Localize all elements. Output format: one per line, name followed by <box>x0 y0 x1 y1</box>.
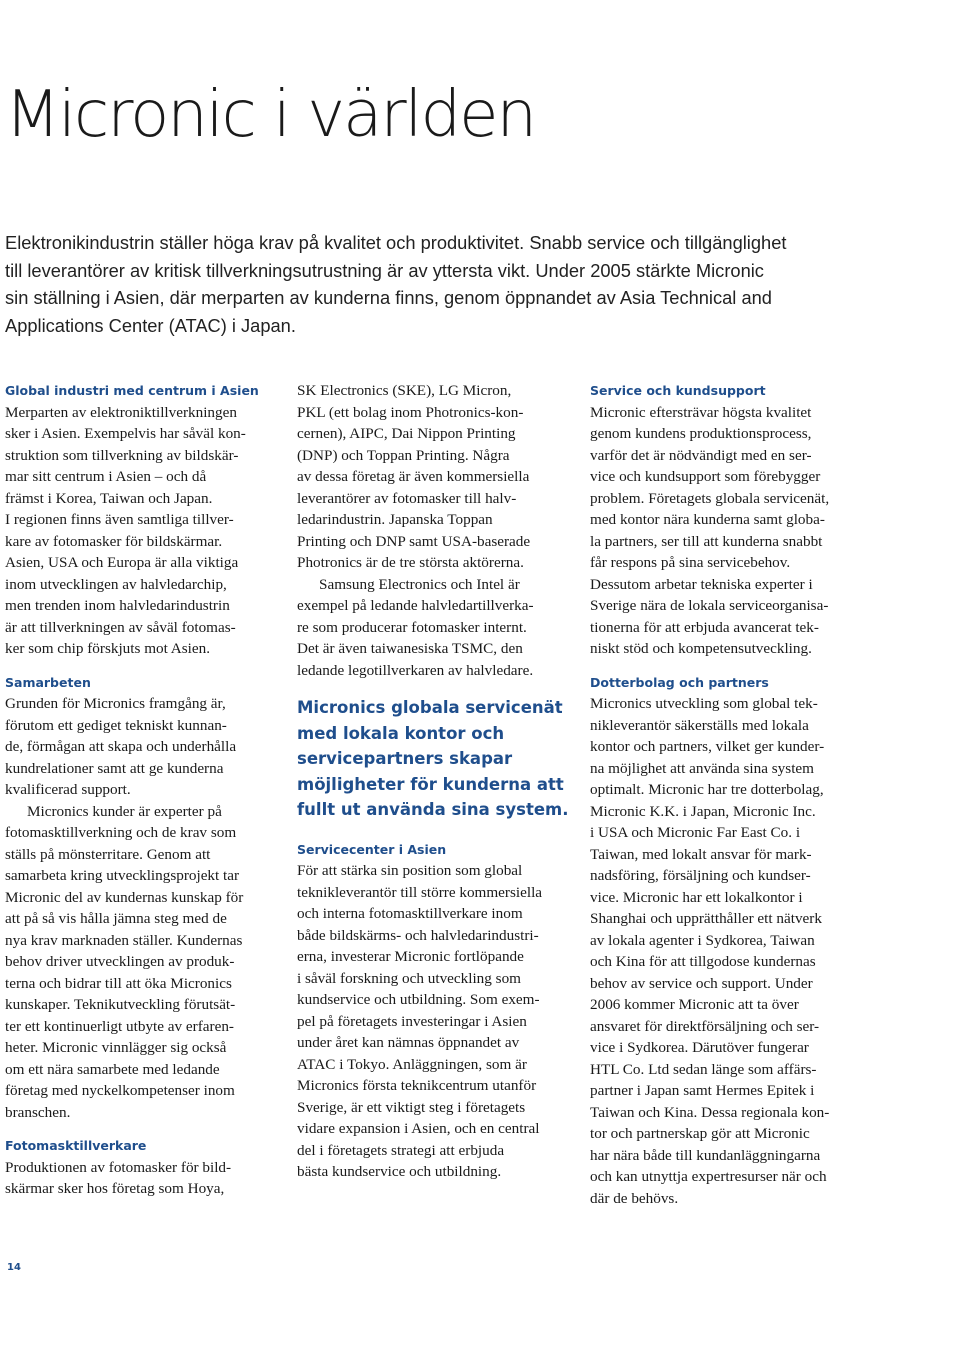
section-heading-samarbeten: Samarbeten <box>5 674 91 690</box>
text-line: exempel på ledande halvledartillverka- <box>297 597 534 614</box>
text-line: kare av fotomasker för bildskärmar. <box>5 532 223 550</box>
text-line: fotomasktillverkning och de krav som <box>5 824 237 841</box>
section-heading-servicecenter: Servicecenter i Asien <box>297 841 447 857</box>
text-line: men trenden inom halvledarindustrin <box>5 597 230 614</box>
lead-line: till leverantörer av kritisk tillverkningsutrustning är av yttersta vikt. Under 2005 stärkte Micronic <box>5 259 764 281</box>
pull-quote-line: möjligheter för kunderna att <box>297 774 564 794</box>
continued-text-1 <box>297 380 567 574</box>
text-line: i USA och Micronic Far East Co. i <box>590 824 801 841</box>
text-line: ledande legotillverkaren av halvledare. <box>297 661 534 679</box>
text-line: 2006 kommer Micronic att ta över <box>590 996 799 1013</box>
lead-line: Applications Center (ATAC) i Japan. <box>5 314 296 336</box>
text-line: under året kan nämnas öppnandet av <box>297 1034 520 1051</box>
kundsupport-text-2 <box>590 574 860 660</box>
lead-line: Elektronikindustrin ställer höga krav på kvalitet och produktivitet. Snabb service och tillgänglighet <box>5 232 787 253</box>
text-line: tionerna för att erbjuda avancerat tek- <box>590 618 819 636</box>
text-line: genom kundens produktionsprocess, <box>590 425 812 442</box>
text-line: Dessutom arbetar tekniska experter i <box>590 575 813 593</box>
text-line: ansvaret för direktförsäljning och ser- <box>590 1017 820 1035</box>
text-line: I regionen finns även samtliga tillver- <box>5 511 234 528</box>
text-line: är att tillverkningen av såväl fotomas- <box>5 618 236 636</box>
text-line: la partners, ser till att kunderna snabbt <box>590 532 823 550</box>
lead-paragraph <box>5 229 955 339</box>
text-line: HTL Co. Ltd sedan länge som affärs- <box>590 1060 817 1078</box>
text-line: varför det är nödvändigt med en ser- <box>590 446 812 464</box>
text-line: För att stärka sin position som global <box>297 862 523 879</box>
text-line: vice i Sydkorea. Därutöver fungerar <box>590 1039 809 1056</box>
text-line: vidare expansion i Asien, och en central <box>297 1120 540 1137</box>
text-line: Shanghai och upprätthåller ett nätverk <box>590 910 822 927</box>
text-line: Sverige, är ett viktigt steg i företagets <box>297 1098 526 1116</box>
text-line: vice och kundsupport som förebygger <box>590 468 821 485</box>
text-line: pel på företagets investeringar i Asien <box>297 1012 527 1030</box>
lead-line: sin ställning i Asien, där merparten av kunderna finns, genom öppnandet av Asia Technical and <box>5 287 772 308</box>
text-line: terna och bidrar till att öka Micronics <box>5 974 232 992</box>
text-line: både bildskärms- och halvledarindustri- <box>297 926 539 944</box>
dotterbolag-text <box>590 693 860 1209</box>
text-line: kunskaper. Teknikutveckling förutsät- <box>5 996 236 1013</box>
pull-quote-line: fullt ut använda sina system. <box>297 800 569 819</box>
text-line: problem. Företagets globala servicenät, <box>590 489 830 507</box>
text-line: Printing och DNP samt USA-baserade <box>297 532 531 550</box>
text-line: Micronic K.K. i Japan, Micronic Inc. <box>590 802 816 820</box>
text-line: av dessa företag är även kommersiella <box>297 468 530 485</box>
page-title: Micronic i världen <box>5 78 535 152</box>
text-line: Taiwan och Kina. Dessa regionala kon- <box>590 1103 830 1121</box>
text-line: Det är även taiwanesiska TSMC, den <box>297 640 523 657</box>
text-line: inom utvecklingen av halvledarchip, <box>5 575 227 593</box>
text-line: struktion som tillverkning av bildskär- <box>5 446 239 464</box>
samarbeten-text-2 <box>5 801 275 1124</box>
samarbeten-text-1 <box>5 693 275 801</box>
text-line: ställs på mönsterritare. Genom att <box>5 845 211 863</box>
text-line: ledarindustrin. Japanska Toppan <box>297 511 493 528</box>
text-line: nya krav marknaden ställer. Kundernas <box>5 931 243 949</box>
text-line: Micronics kunder är experter på <box>27 802 222 820</box>
page-number: 14 <box>7 1262 21 1273</box>
text-line: heter. Micronic vinnlägger sig också <box>5 1039 227 1056</box>
text-line: Asien, USA och Europa är alla viktiga <box>5 554 239 571</box>
text-line: och Kina för att tillgodose kundernas <box>590 953 816 970</box>
text-line: skärmar sker hos företag som Hoya, <box>5 1180 225 1197</box>
text-line: ker som chip förskjuts mot Asien. <box>5 640 211 657</box>
text-line: nadsföring, försäljning och kundser- <box>590 867 811 884</box>
text-line: cernen), AIPC, Dai Nippon Printing <box>297 425 516 442</box>
text-line: niskt stöd och kompetensutveckling. <box>590 640 812 657</box>
text-line: nikleverantör säkerställs med lokala <box>590 716 809 734</box>
section-heading-service-kundsupport: Service och kundsupport <box>590 383 766 398</box>
text-line: optimalt. Micronic har tre dotterbolag, <box>590 781 824 798</box>
text-line: kundservice och utbildning. Som exem- <box>297 991 540 1008</box>
text-line: SK Electronics (SKE), LG Micron, <box>297 382 512 399</box>
text-line: kvalificerad support. <box>5 781 131 798</box>
pull-quote-line: Micronics globala servicenät <box>297 698 563 717</box>
text-line: partner i Japan samt Hermes Epitek i <box>590 1082 815 1099</box>
text-line: ATAC i Tokyo. Anläggningen, som är <box>297 1055 527 1073</box>
text-line: vice. Micronic har ett lokalkontor i <box>590 888 803 906</box>
section-heading-fotomasktillverkare: Fotomasktillverkare <box>5 1138 147 1153</box>
text-line: och kan utnyttja expertresurser när och <box>590 1168 827 1185</box>
text-line: Photronics är de tre största aktörerna. <box>297 554 524 571</box>
pull-quote-line: med lokala kontor och <box>297 723 505 743</box>
text-line: av lokala agenter i Sydkorea, Taiwan <box>590 931 815 949</box>
text-line: att på så vis hålla jämna steg med de <box>5 910 227 927</box>
kundsupport-text-1 <box>590 402 860 574</box>
column-left <box>5 380 275 1200</box>
text-line: främst i Korea, Taiwan och Japan. <box>5 489 213 507</box>
text-line: Samsung Electronics och Intel är <box>319 575 520 593</box>
text-line: Grunden för Micronics framgång är, <box>5 695 226 712</box>
text-line: na möjlighet att använda sina system <box>590 759 814 777</box>
text-line: samarbeta kring utvecklingsprojekt tar <box>5 867 240 884</box>
fotomasktillverkare-text <box>5 1157 275 1200</box>
text-line: mar sitt centrum i Asien – och då <box>5 468 207 485</box>
text-line: de, förmågan att skapa och underhålla <box>5 738 237 755</box>
text-line: del i företagets strategi att erbjuda <box>297 1141 505 1159</box>
text-line: sker i Asien. Exempelvis har såväl kon- <box>5 425 246 442</box>
text-line: med kontor nära kunderna samt globa- <box>590 511 825 528</box>
text-line: tor och partnerskap gör att Micronic <box>590 1125 810 1142</box>
text-line: förutom ett gediget tekniskt kunnan- <box>5 716 227 734</box>
global-industri-text <box>5 402 275 660</box>
text-line: Micronics utveckling som global tek- <box>590 695 818 712</box>
text-line: leverantörer av fotomasker till halv- <box>297 489 517 507</box>
section-heading-dotterbolag: Dotterbolag och partners <box>590 674 769 690</box>
text-line: Micronic del av kundernas kunskap för <box>5 888 244 906</box>
text-line: (DNP) och Toppan Printing. Några <box>297 446 510 464</box>
text-line: kontor och partners, vilket ger kunder- <box>590 738 825 755</box>
continued-text-2 <box>297 574 567 682</box>
section-heading-global-industri: Global industri med centrum i Asien <box>5 383 259 398</box>
text-line: erna, investerar Micronic fortlöpande <box>297 948 524 965</box>
text-line: Micronics första teknikcentrum utanför <box>297 1077 537 1094</box>
text-line: ter ett kontinuerligt utbyte av erfaren- <box>5 1017 234 1035</box>
text-line: Merparten av elektroniktillverkningen <box>5 403 237 421</box>
text-line: har nära både till kundanläggningarna <box>590 1146 821 1164</box>
text-line: kundrelationer samt att ge kunderna <box>5 759 224 777</box>
text-line: Micronic eftersträvar högsta kvalitet <box>590 403 812 421</box>
text-line: Sverige nära de lokala serviceorganisa- <box>590 597 829 614</box>
text-line: företag med nyckelkompetenser inom <box>5 1082 235 1099</box>
text-line: bästa kundservice och utbildning. <box>297 1163 502 1180</box>
text-line: Produktionen av fotomasker för bild- <box>5 1158 232 1176</box>
text-line: där de behövs. <box>590 1189 679 1207</box>
column-middle <box>297 380 567 1183</box>
text-line: får respons på sina servicebehov. <box>590 554 791 571</box>
text-line: PKL (ett bolag inom Photronics-kon- <box>297 403 524 421</box>
column-right <box>590 380 860 1209</box>
text-line: i såväl forskning och utveckling som <box>297 969 521 987</box>
text-line: re som producerar fotomasker internt. <box>297 618 527 636</box>
text-line: Taiwan, med lokalt ansvar för mark- <box>590 845 812 863</box>
pull-quote-line: servicepartners skapar <box>297 749 513 768</box>
text-line: om ett nära samarbete med ledande <box>5 1060 220 1078</box>
text-line: behov av service och support. Under <box>590 974 813 992</box>
pull-quote <box>297 695 567 823</box>
servicecenter-text <box>297 860 567 1183</box>
text-line: branschen. <box>5 1103 71 1121</box>
text-line: och interna fotomasktillverkare inom <box>297 905 523 922</box>
text-line: behov driver utvecklingen av produk- <box>5 953 235 970</box>
text-line: teknikleverantör till större kommersiella <box>297 883 543 901</box>
